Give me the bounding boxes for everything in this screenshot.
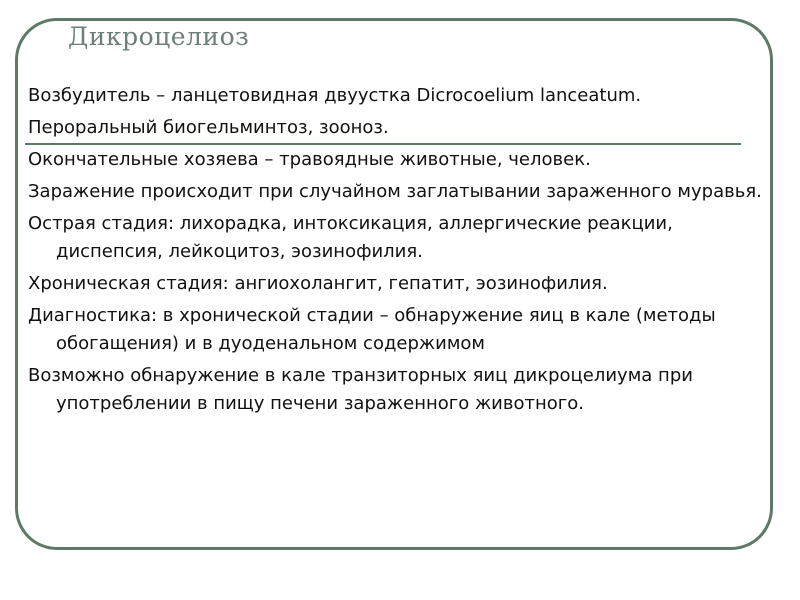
text-item-hosts: Окончательные хозяева – травоядные животные, человек. bbox=[28, 149, 591, 170]
slide-content bbox=[28, 82, 768, 422]
text-item-acute-stage: Острая стадия: лихорадка, интоксикация, аллергические реакции, диспепсия, лейкоцитоз, эозинофилия. bbox=[28, 213, 673, 262]
text-item-transit-eggs: Возможно обнаружение в кале транзиторных яиц дикроцелиума при употреблении в пищу печени зараженного животного. bbox=[28, 365, 693, 414]
text-item-chronic-stage: Хроническая стадия: ангиохолангит, гепатит, эозинофилия. bbox=[28, 273, 608, 294]
slide-title: Дикроцелиоз bbox=[64, 22, 253, 51]
text-item-type: Пероральный биогельминтоз, зооноз. bbox=[28, 117, 389, 138]
text-item-diagnostics: Диагностика: в хронической стадии – обнаружение яиц в кале (методы обогащения) и в дуоденальном содержимом bbox=[28, 305, 716, 354]
text-item-infection: Заражение происходит при случайном заглатывании зараженного муравья. bbox=[28, 181, 762, 202]
text-item-pathogen: Возбудитель – ланцетовидная двуустка Dicrocoelium lanceatum. bbox=[28, 85, 642, 106]
